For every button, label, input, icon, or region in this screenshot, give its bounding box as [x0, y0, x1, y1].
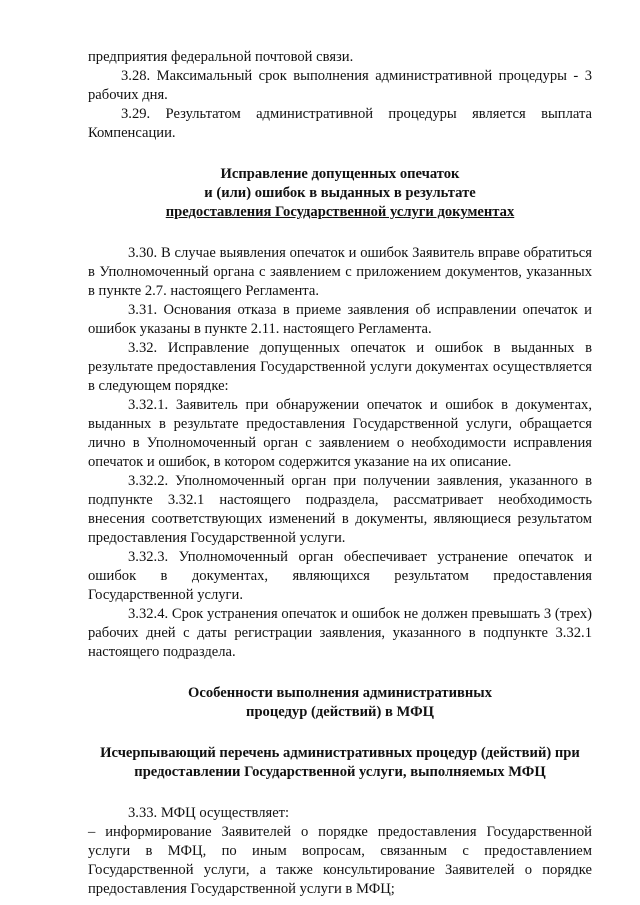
heading-line: предоставления Государственной услуги документах: [165, 204, 515, 220]
heading-line: Особенности выполнения административных: [187, 685, 492, 701]
paragraph-3-32-3: 3.32.3. Уполномоченный орган обеспечивает устранение опечаток и ошибок в документах, являющихся результатом предоставления Государственной услуги.: [88, 549, 592, 603]
paragraph-3-29: 3.29. Результатом административной процедуры является выплата Компенсации.: [88, 106, 592, 141]
heading-line: процедур (действий) в МФЦ: [246, 704, 434, 720]
heading-line: предоставлении Государственной услуги, выполняемых МФЦ: [134, 764, 546, 780]
section-heading-mfc-procedures: [88, 744, 592, 782]
paragraph-3-31: 3.31. Основания отказа в приеме заявления об исправлении опечаток и ошибок указаны в пункте 2.11. настоящего Регламента.: [88, 302, 592, 337]
heading-line: Исправление допущенных опечаток: [220, 166, 460, 182]
paragraph-3-32: 3.32. Исправление допущенных опечаток и ошибок в выданных в результате предоставления Государственной услуги документах осуществляется в следующем порядке:: [88, 340, 592, 394]
list-item: – информирование Заявителей о порядке предоставления Государственной услуги в МФЦ, по иным вопросам, связанным с предоставлением Государственной услуги, а также консультирование Заявителей о порядке предоставления Государственной услуги в МФЦ;: [88, 824, 592, 897]
paragraph-3-32-2: 3.32.2. Уполномоченный орган при получении заявления, указанного в подпункте 3.32.1 настоящего подраздела, рассматривает необходимость внесения соответствующих изменений в документы, являющиеся результатом предоставления Государственной услуги.: [88, 473, 592, 546]
section-heading-mfc-features: [88, 684, 592, 722]
heading-line: Исчерпывающий перечень административных процедур (действий) при: [100, 745, 580, 761]
heading-line: и (или) ошибок в выданных в результате: [204, 185, 476, 201]
paragraph-top: предприятия федеральной почтовой связи.: [88, 49, 354, 65]
paragraph-3-33: 3.33. МФЦ осуществляет:: [128, 805, 290, 821]
paragraph-3-28: 3.28. Максимальный срок выполнения административной процедуры - 3 рабочих дня.: [88, 68, 592, 103]
paragraph-3-32-4: 3.32.4. Срок устранения опечаток и ошибок не должен превышать 3 (трех) рабочих дней с даты регистрации заявления, указанного в подпункте 3.32.1 настоящего подраздела.: [88, 606, 592, 660]
paragraph-3-32-1: 3.32.1. Заявитель при обнаружении опечаток и ошибок в документах, выданных в результате предоставления Государственной услуги, обращается лично в Уполномоченный орган с заявлением о необходимости исправления опечаток и ошибок, в котором содержится указание на их описание.: [88, 397, 592, 470]
paragraph-3-30: 3.30. В случае выявления опечаток и ошибок Заявитель вправе обратиться в Уполномоченный органа с заявлением с приложением документов, указанных в пункте 2.7. настоящего Регламента.: [88, 245, 592, 299]
section-heading-corrections: [88, 165, 592, 222]
